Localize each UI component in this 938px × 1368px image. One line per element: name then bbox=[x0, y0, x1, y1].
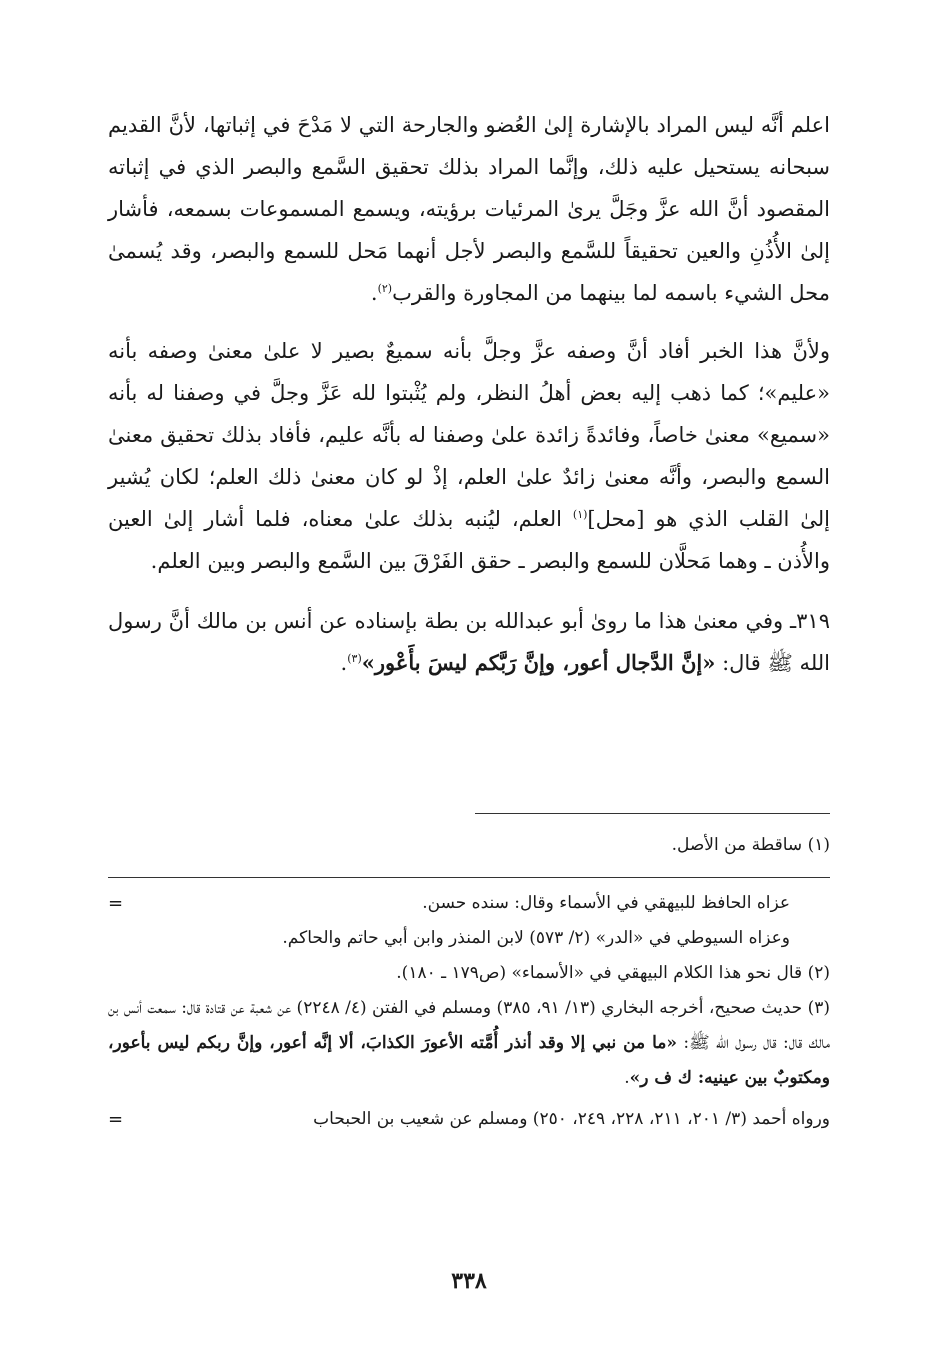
footnote-ref-1: (١) bbox=[572, 508, 588, 521]
paragraph-1 bbox=[108, 104, 830, 314]
paragraph-1-text: اعلم أنَّه ليس المراد بالإشارة إلىٰ العُضو والجارحة التي لا مَدْحَ في إثباتها، لأنَّ القديم سبحانه يستحيل عليه ذلك، وإنَّما المراد بذلك تحقيق السَّمع والبصر الذي في إثباته المقصود أنَّ الله عزَّ وجَلَّ يرىٰ المرئيات برؤيته، ويسمع المسموعات بسمعه، فأشار إلىٰ الأُذُنِ والعين تحقيقاً للسَّمع والبصر لأجل أنهما مَحل للسمع والبصر، وقد يُسمىٰ محل الشيء باسمه لما بينهما من المجاورة والقرب bbox=[108, 113, 830, 305]
footnote-cont-text-2: وعزاه السيوطي في «الدر» (٢/ ٥٧٣) لابن المنذر وابن أبي حاتم والحاكم. bbox=[282, 928, 790, 948]
paragraph-1-end: . bbox=[370, 281, 378, 305]
footnote-3-end: . bbox=[624, 1068, 630, 1088]
paragraph-2 bbox=[108, 330, 830, 582]
footnote-cont-line-1 bbox=[108, 886, 830, 921]
footnote-2-text: (٢) قال نحو هذا الكلام البيهقي في «الأسماء» (ص١٧٩ ـ ١٨٠). bbox=[396, 963, 830, 983]
footnote-cont-line-2 bbox=[108, 921, 830, 956]
paragraph-2-text-b: العلم، ليُنبه بذلك علىٰ معناه، فلما أشار إلىٰ العين والأُذن ـ وهما مَحلَّان للسمع والبصر ـ حقق الفَرْقَ بين السَّمع والبصر وبين العلم. bbox=[108, 507, 830, 573]
hadith-end: . bbox=[340, 651, 348, 675]
hadith-319 bbox=[108, 600, 830, 684]
hadith-quote: «إنَّ الدَّجال أعور، وإنَّ رَبَّكم ليسَ بأَعْور» bbox=[361, 650, 716, 675]
footnote-ref-3: (٣) bbox=[347, 652, 362, 665]
footnote-separator-short bbox=[475, 813, 830, 814]
footnote-last-text: ورواه أحمد (٣/ ٢٠١، ٢١١، ٢٢٨، ٢٤٩، ٢٥٠) ومسلم عن شعيب بن الحبحاب bbox=[313, 1109, 830, 1129]
page-number: ٣٣٨ bbox=[451, 1268, 487, 1294]
footnote-3-hadith: «ما من نبي إلا وقد أنذر أُمَّته الأعورَ الكذابَ، ألا إنَّه أعور، وإنَّ ربكم ليس بأعور، ومكتوبٌ بين عينيه: ك ف ر» bbox=[108, 1033, 830, 1088]
hadith-intro: ٣١٩ـ وفي معنىٰ هذا ما روىٰ أبو عبدالله بن بطة بإسناده عن أنس بن مالك أنَّ رسول الله ﷺ قال: bbox=[108, 609, 830, 675]
footnote-1-text: (١) ساقطة من الأصل. bbox=[671, 835, 830, 855]
footnote-3 bbox=[108, 991, 830, 1096]
footnote-1 bbox=[108, 828, 830, 862]
paragraph-2-text-a: ولأنَّ هذا الخبر أفاد أنَّ وصفه عزَّ وجلَّ بأنه سميعٌ بصير لا علىٰ معنىٰ وصفه بأنه «عليم»؛ كما ذهب إليه بعض أهلُ النظر، ولم يُثْبتوا لله عَزَّ وجلَّ في وصفنا له بأنه «سميع» معنىٰ خاصاً، وفائدةً زائدة علىٰ وصفنا له بأنَّه عليم، فأفاد بذلك تحقيق معنىٰ السمع والبصر، وأنَّه معنىٰ زائدٌ علىٰ العلم، إذْ لو كان معنىٰ ذلك العلم؛ لكان يُشير إلىٰ القلب الذي هو [محل] bbox=[108, 339, 831, 531]
continuation-marker: = bbox=[108, 893, 124, 914]
footnote-cont-text-1: عزاه الحافظ للبيهقي في الأسماء وقال: سنده حسن. bbox=[422, 893, 790, 913]
footnote-3-text: (٣) حديث صحيح، أخرجه البخاري (١٣/ ٩١، ٣٨٥) ومسلم في الفتن (٤/ ٢٢٤٨) عن شعبة عن قتادة قال: سمعت أنس بن مالك قال: قال رسول الله ﷺ: bbox=[108, 998, 830, 1053]
footnote-last-line bbox=[108, 1102, 830, 1137]
footnotes-continued bbox=[108, 886, 830, 1137]
main-text bbox=[108, 104, 830, 684]
footnote-separator-long bbox=[108, 877, 830, 878]
continuation-end-marker: = bbox=[108, 1109, 124, 1130]
footnote-2 bbox=[108, 956, 830, 991]
footnote-ref-2: (٢) bbox=[377, 282, 393, 295]
